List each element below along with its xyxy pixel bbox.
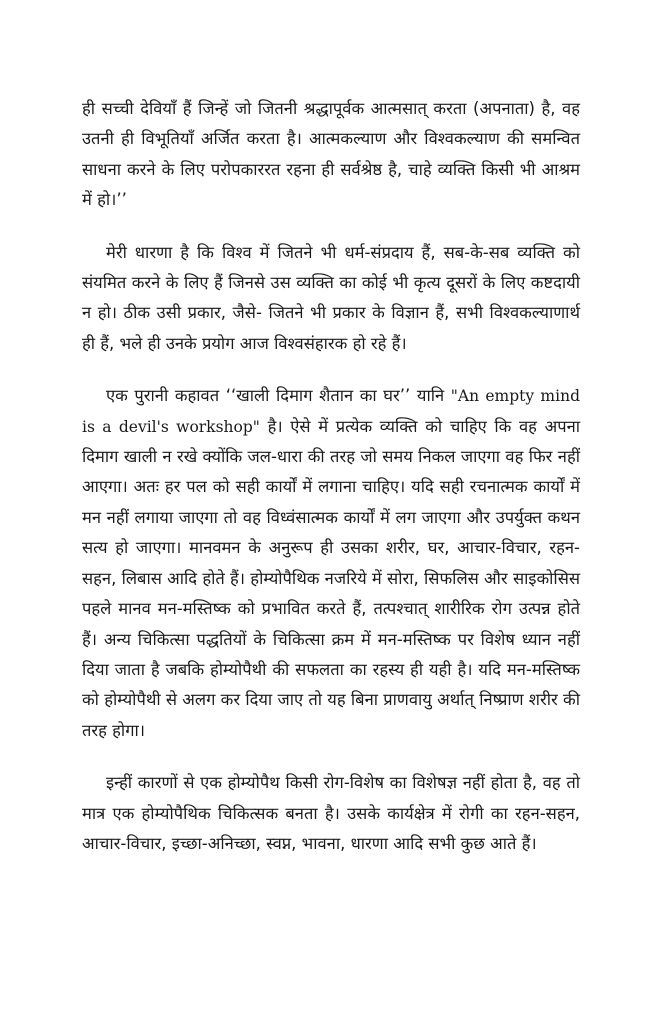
english-proverb: "An empty mind is a devil's workshop" [82,387,580,436]
paragraph-empty-mind-proverb [82,381,580,746]
page-content [82,94,580,881]
proverb-body-text: है। ऐसे में प्रत्येक व्यक्ति को चाहिए कि वह अपना दिमाग खाली न रखे क्योंकि जल-धारा की तरह जो समय निकल जाएगा वह फिर नहीं आएगा। अतः हर पल को सही कार्यों में लगाना चाहिए। यदि सही रचनात्मक कार्यों में मन नहीं लगाया जाएगा तो वह विध्वंसात्मक कार्यों में लग जाएगा और उपर्युक्त कथन सत्य हो जाएगा। मानवमन के अनुरूप ही उसका शरीर, घर, आचार-विचार, रहन-सहन, लिबास आदि होते हैं। होम्योपैथिक नजरिये में सोरा, सिफलिस और साइकोसिस पहले मानव मन-मस्तिष्क को प्रभावित करते हैं, तत्पश्चात् शारीरिक रोग उत्पन्न होते हैं। अन्य चिकित्सा पद्धतियों के चिकित्सा क्रम में मन-मस्तिष्क पर विशेष ध्यान नहीं दिया जाता है जबकि होम्योपैथी की सफलता का रहस्य ही यही है। यदि मन-मस्तिष्क को होम्योपैथी से अलग कर दिया जाए तो यह बिना प्राणवायु अर्थात् निष्प्राण शरीर की तरह होगा। [82,416,581,740]
paragraph-religion-science: मेरी धारणा है कि विश्व में जितने भी धर्म-संप्रदाय हैं, सब-के-सब व्यक्ति को संयमित करने के लिए हैं जिनसे उस व्यक्ति का कोई भी कृत्य दूसरों के लिए कष्टदायी न हो। ठीक उसी प्रकार, जैसे- जितने भी प्रकार के विज्ञान हैं, सभी विश्वकल्याणार्थ ही हैं, भले ही उनके प्रयोग आज विश्वसंहारक हो रहे हैं। [82,242,580,353]
paragraph-continuation: ही सच्ची देवियाँ हैं जिन्हें जो जितनी श्रद्धापूर्वक आत्मसात् करता (अपनाता) है, वह उतनी ही विभूतियाँ अर्जित करता है। आत्मकल्याण और विश्वकल्याण की समन्वित साधना करने के लिए परोपकाररत रहना ही सर्वश्रेष्ठ है, चाहे व्यक्ति किसी भी आश्रम में हो।’’ [82,99,580,210]
proverb-intro-text: एक पुरानी कहावत ‘‘खाली दिमाग शैतान का घर’’ यानि [106,386,451,406]
paragraph-homeopath-role: इन्हीं कारणों से एक होम्योपैथ किसी रोग-विशेष का विशेषज्ञ नहीं होता है, वह तो मात्र एक होम्योपैथिक चिकित्सक बनता है। उसके कार्यक्षेत्र में रोगी का रहन-सहन, आचार-विचार, इच्छा-अनिच्छा, स्वप्न, भावना, धारणा आदि सभी कुछ आते हैं। [82,773,580,853]
